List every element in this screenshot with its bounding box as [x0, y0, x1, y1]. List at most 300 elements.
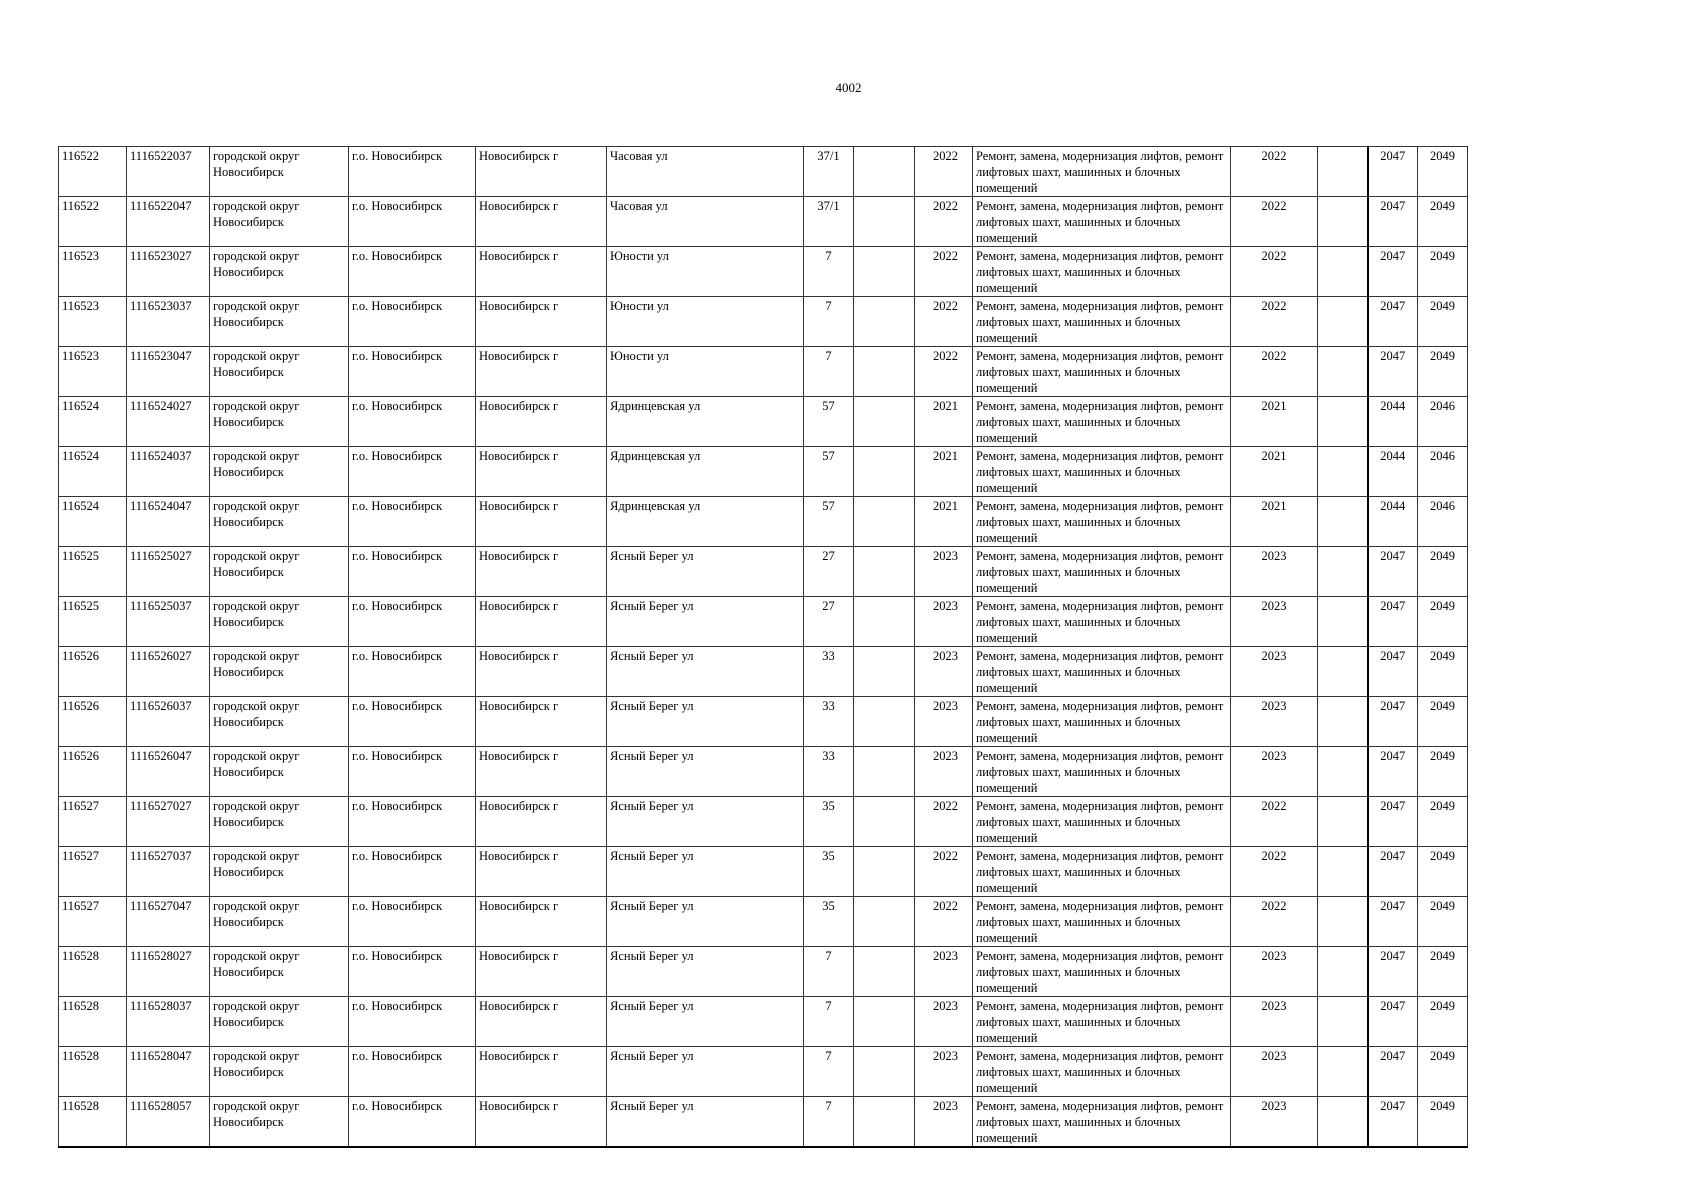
- table-row: [59, 297, 1468, 347]
- cell-year: 2023: [915, 697, 973, 747]
- cell-year-b: 2046: [1418, 447, 1468, 497]
- table-row: [59, 1097, 1468, 1148]
- cell-id: 116527: [59, 797, 127, 847]
- cell-municipality: г.о. Новосибирск: [349, 447, 476, 497]
- cell-work: Ремонт, замена, модернизация лифтов, ремонт лифтовых шахт, машинных и блочных помещений: [973, 397, 1231, 447]
- cell-year-a: 2047: [1368, 797, 1418, 847]
- cell-year-a: 2047: [1368, 197, 1418, 247]
- cell-code: 1116527047: [127, 897, 210, 947]
- cell-municipality: г.о. Новосибирск: [349, 497, 476, 547]
- cell-district: городской округ Новосибирск: [210, 797, 349, 847]
- cell-year: 2022: [915, 347, 973, 397]
- cell-municipality: г.о. Новосибирск: [349, 197, 476, 247]
- cell-extra: [1318, 497, 1368, 547]
- cell-plan-year: 2023: [1231, 747, 1318, 797]
- cell-municipality: г.о. Новосибирск: [349, 747, 476, 797]
- cell-year-b: 2049: [1418, 247, 1468, 297]
- cell-code: 1116523027: [127, 247, 210, 297]
- table-row: [59, 597, 1468, 647]
- cell-house: 57: [804, 397, 854, 447]
- table-row: [59, 1047, 1468, 1097]
- cell-extra: [1318, 597, 1368, 647]
- cell-work: Ремонт, замена, модернизация лифтов, ремонт лифтовых шахт, машинных и блочных помещений: [973, 947, 1231, 997]
- cell-district: городской округ Новосибирск: [210, 1047, 349, 1097]
- table-row: [59, 247, 1468, 297]
- cell-id: 116526: [59, 747, 127, 797]
- cell-year-a: 2047: [1368, 547, 1418, 597]
- cell-municipality: г.о. Новосибирск: [349, 597, 476, 647]
- cell-work: Ремонт, замена, модернизация лифтов, ремонт лифтовых шахт, машинных и блочных помещений: [973, 647, 1231, 697]
- cell-street: Ясный Берег ул: [607, 897, 804, 947]
- cell-block: [854, 847, 915, 897]
- cell-work: Ремонт, замена, модернизация лифтов, ремонт лифтовых шахт, машинных и блочных помещений: [973, 247, 1231, 297]
- cell-municipality: г.о. Новосибирск: [349, 297, 476, 347]
- cell-city: Новосибирск г: [476, 697, 607, 747]
- cell-city: Новосибирск г: [476, 897, 607, 947]
- cell-year: 2023: [915, 997, 973, 1047]
- cell-work: Ремонт, замена, модернизация лифтов, ремонт лифтовых шахт, машинных и блочных помещений: [973, 197, 1231, 247]
- cell-year-b: 2049: [1418, 597, 1468, 647]
- cell-year-b: 2049: [1418, 547, 1468, 597]
- cell-work: Ремонт, замена, модернизация лифтов, ремонт лифтовых шахт, машинных и блочных помещений: [973, 997, 1231, 1047]
- cell-city: Новосибирск г: [476, 397, 607, 447]
- cell-house: 35: [804, 847, 854, 897]
- cell-municipality: г.о. Новосибирск: [349, 397, 476, 447]
- cell-city: Новосибирск г: [476, 1097, 607, 1148]
- cell-block: [854, 797, 915, 847]
- table-row: [59, 397, 1468, 447]
- cell-year: 2022: [915, 797, 973, 847]
- cell-district: городской округ Новосибирск: [210, 747, 349, 797]
- cell-district: городской округ Новосибирск: [210, 497, 349, 547]
- cell-municipality: г.о. Новосибирск: [349, 947, 476, 997]
- cell-extra: [1318, 197, 1368, 247]
- cell-house: 35: [804, 797, 854, 847]
- table-row: [59, 797, 1468, 847]
- cell-code: 1116525027: [127, 547, 210, 597]
- cell-municipality: г.о. Новосибирск: [349, 647, 476, 697]
- cell-city: Новосибирск г: [476, 797, 607, 847]
- cell-code: 1116524027: [127, 397, 210, 447]
- cell-extra: [1318, 947, 1368, 997]
- cell-plan-year: 2022: [1231, 247, 1318, 297]
- cell-plan-year: 2021: [1231, 397, 1318, 447]
- cell-code: 1116523037: [127, 297, 210, 347]
- cell-house: 37/1: [804, 197, 854, 247]
- cell-year-b: 2049: [1418, 1047, 1468, 1097]
- cell-year: 2023: [915, 597, 973, 647]
- cell-code: 1116526047: [127, 747, 210, 797]
- cell-year: 2023: [915, 547, 973, 597]
- cell-block: [854, 1047, 915, 1097]
- cell-year: 2022: [915, 297, 973, 347]
- cell-plan-year: 2022: [1231, 197, 1318, 247]
- cell-house: 27: [804, 597, 854, 647]
- cell-plan-year: 2022: [1231, 297, 1318, 347]
- cell-street: Ясный Берег ул: [607, 1097, 804, 1148]
- cell-district: городской округ Новосибирск: [210, 147, 349, 197]
- cell-year-b: 2049: [1418, 347, 1468, 397]
- cell-city: Новосибирск г: [476, 997, 607, 1047]
- cell-extra: [1318, 147, 1368, 197]
- cell-house: 57: [804, 447, 854, 497]
- cell-district: городской округ Новосибирск: [210, 197, 349, 247]
- cell-district: городской округ Новосибирск: [210, 847, 349, 897]
- cell-work: Ремонт, замена, модернизация лифтов, ремонт лифтовых шахт, машинных и блочных помещений: [973, 1097, 1231, 1148]
- cell-street: Ясный Берег ул: [607, 1047, 804, 1097]
- cell-municipality: г.о. Новосибирск: [349, 347, 476, 397]
- cell-year-a: 2047: [1368, 1097, 1418, 1148]
- cell-code: 1116527037: [127, 847, 210, 897]
- cell-block: [854, 747, 915, 797]
- cell-work: Ремонт, замена, модернизация лифтов, ремонт лифтовых шахт, машинных и блочных помещений: [973, 797, 1231, 847]
- cell-year-b: 2046: [1418, 497, 1468, 547]
- cell-block: [854, 697, 915, 747]
- cell-house: 37/1: [804, 147, 854, 197]
- cell-year-a: 2047: [1368, 997, 1418, 1047]
- cell-house: 7: [804, 947, 854, 997]
- cell-extra: [1318, 397, 1368, 447]
- cell-house: 7: [804, 1097, 854, 1148]
- cell-plan-year: 2022: [1231, 797, 1318, 847]
- table-row: [59, 497, 1468, 547]
- cell-year-a: 2047: [1368, 697, 1418, 747]
- cell-year-b: 2049: [1418, 997, 1468, 1047]
- cell-plan-year: 2021: [1231, 497, 1318, 547]
- cell-municipality: г.о. Новосибирск: [349, 697, 476, 747]
- cell-code: 1116523047: [127, 347, 210, 397]
- cell-house: 35: [804, 897, 854, 947]
- cell-block: [854, 497, 915, 547]
- cell-block: [854, 347, 915, 397]
- cell-year-b: 2049: [1418, 797, 1468, 847]
- cell-work: Ремонт, замена, модернизация лифтов, ремонт лифтовых шахт, машинных и блочных помещений: [973, 497, 1231, 547]
- cell-street: Часовая ул: [607, 147, 804, 197]
- cell-block: [854, 297, 915, 347]
- cell-plan-year: 2022: [1231, 847, 1318, 897]
- cell-extra: [1318, 997, 1368, 1047]
- cell-id: 116522: [59, 197, 127, 247]
- cell-year-a: 2047: [1368, 847, 1418, 897]
- cell-municipality: г.о. Новосибирск: [349, 847, 476, 897]
- cell-work: Ремонт, замена, модернизация лифтов, ремонт лифтовых шахт, машинных и блочных помещений: [973, 597, 1231, 647]
- cell-year-a: 2047: [1368, 1047, 1418, 1097]
- cell-year: 2022: [915, 847, 973, 897]
- cell-plan-year: 2022: [1231, 347, 1318, 397]
- cell-plan-year: 2023: [1231, 647, 1318, 697]
- cell-block: [854, 147, 915, 197]
- cell-district: городской округ Новосибирск: [210, 547, 349, 597]
- cell-house: 57: [804, 497, 854, 547]
- cell-municipality: г.о. Новосибирск: [349, 1097, 476, 1148]
- cell-code: 1116524037: [127, 447, 210, 497]
- cell-plan-year: 2023: [1231, 1047, 1318, 1097]
- cell-city: Новосибирск г: [476, 447, 607, 497]
- cell-city: Новосибирск г: [476, 497, 607, 547]
- cell-house: 7: [804, 1047, 854, 1097]
- table-row: [59, 947, 1468, 997]
- cell-year: 2022: [915, 147, 973, 197]
- cell-city: Новосибирск г: [476, 947, 607, 997]
- cell-extra: [1318, 1047, 1368, 1097]
- table-row: [59, 697, 1468, 747]
- cell-year: 2022: [915, 247, 973, 297]
- cell-year-b: 2049: [1418, 847, 1468, 897]
- cell-street: Ясный Берег ул: [607, 697, 804, 747]
- table-row: [59, 547, 1468, 597]
- cell-year-a: 2047: [1368, 247, 1418, 297]
- cell-year-a: 2044: [1368, 447, 1418, 497]
- table-row: [59, 147, 1468, 197]
- cell-year-a: 2044: [1368, 497, 1418, 547]
- cell-plan-year: 2022: [1231, 147, 1318, 197]
- cell-code: 1116528027: [127, 947, 210, 997]
- cell-city: Новосибирск г: [476, 147, 607, 197]
- cell-year-a: 2044: [1368, 397, 1418, 447]
- cell-municipality: г.о. Новосибирск: [349, 797, 476, 847]
- cell-code: 1116526037: [127, 697, 210, 747]
- cell-year: 2023: [915, 947, 973, 997]
- cell-year-b: 2049: [1418, 697, 1468, 747]
- cell-plan-year: 2021: [1231, 447, 1318, 497]
- cell-year-a: 2047: [1368, 297, 1418, 347]
- cell-plan-year: 2023: [1231, 697, 1318, 747]
- cell-id: 116527: [59, 897, 127, 947]
- table-row: [59, 197, 1468, 247]
- cell-year: 2021: [915, 497, 973, 547]
- cell-district: городской округ Новосибирск: [210, 397, 349, 447]
- cell-block: [854, 647, 915, 697]
- cell-city: Новосибирск г: [476, 347, 607, 397]
- cell-street: Юности ул: [607, 347, 804, 397]
- cell-year-a: 2047: [1368, 947, 1418, 997]
- table-row: [59, 347, 1468, 397]
- cell-work: Ремонт, замена, модернизация лифтов, ремонт лифтовых шахт, машинных и блочных помещений: [973, 297, 1231, 347]
- cell-street: Ядринцевская ул: [607, 497, 804, 547]
- cell-id: 116526: [59, 647, 127, 697]
- cell-id: 116523: [59, 247, 127, 297]
- cell-city: Новосибирск г: [476, 647, 607, 697]
- cell-work: Ремонт, замена, модернизация лифтов, ремонт лифтовых шахт, машинных и блочных помещений: [973, 697, 1231, 747]
- cell-street: Юности ул: [607, 247, 804, 297]
- cell-code: 1116525037: [127, 597, 210, 647]
- cell-district: городской округ Новосибирск: [210, 897, 349, 947]
- cell-district: городской округ Новосибирск: [210, 997, 349, 1047]
- cell-code: 1116526027: [127, 647, 210, 697]
- cell-year: 2021: [915, 447, 973, 497]
- cell-block: [854, 997, 915, 1047]
- cell-year-b: 2049: [1418, 897, 1468, 947]
- table-row: [59, 847, 1468, 897]
- cell-street: Ясный Берег ул: [607, 747, 804, 797]
- cell-work: Ремонт, замена, модернизация лифтов, ремонт лифтовых шахт, машинных и блочных помещений: [973, 447, 1231, 497]
- register-body: [59, 147, 1468, 1148]
- cell-year-b: 2046: [1418, 397, 1468, 447]
- table-row: [59, 647, 1468, 697]
- cell-district: городской округ Новосибирск: [210, 347, 349, 397]
- register-table: [58, 146, 1468, 1148]
- cell-year-a: 2047: [1368, 647, 1418, 697]
- cell-code: 1116528057: [127, 1097, 210, 1148]
- cell-extra: [1318, 1097, 1368, 1148]
- cell-year-b: 2049: [1418, 297, 1468, 347]
- cell-year-b: 2049: [1418, 1097, 1468, 1148]
- cell-street: Ясный Берег ул: [607, 997, 804, 1047]
- table-row: [59, 747, 1468, 797]
- cell-id: 116524: [59, 447, 127, 497]
- cell-municipality: г.о. Новосибирск: [349, 897, 476, 947]
- cell-city: Новосибирск г: [476, 547, 607, 597]
- cell-district: городской округ Новосибирск: [210, 697, 349, 747]
- cell-house: 33: [804, 647, 854, 697]
- cell-house: 33: [804, 697, 854, 747]
- cell-plan-year: 2022: [1231, 897, 1318, 947]
- cell-code: 1116528047: [127, 1047, 210, 1097]
- cell-id: 116526: [59, 697, 127, 747]
- cell-extra: [1318, 347, 1368, 397]
- cell-city: Новосибирск г: [476, 1047, 607, 1097]
- cell-district: городской округ Новосибирск: [210, 447, 349, 497]
- cell-house: 7: [804, 247, 854, 297]
- cell-id: 116524: [59, 397, 127, 447]
- cell-street: Ясный Берег ул: [607, 797, 804, 847]
- cell-extra: [1318, 647, 1368, 697]
- table-row: [59, 447, 1468, 497]
- cell-street: Ядринцевская ул: [607, 397, 804, 447]
- cell-code: 1116527027: [127, 797, 210, 847]
- cell-block: [854, 597, 915, 647]
- cell-block: [854, 197, 915, 247]
- cell-extra: [1318, 797, 1368, 847]
- cell-id: 116523: [59, 297, 127, 347]
- cell-code: 1116528037: [127, 997, 210, 1047]
- cell-street: Ядринцевская ул: [607, 447, 804, 497]
- cell-city: Новосибирск г: [476, 247, 607, 297]
- cell-code: 1116522047: [127, 197, 210, 247]
- cell-plan-year: 2023: [1231, 597, 1318, 647]
- cell-house: 33: [804, 747, 854, 797]
- cell-block: [854, 547, 915, 597]
- cell-block: [854, 447, 915, 497]
- cell-code: 1116524047: [127, 497, 210, 547]
- cell-year-b: 2049: [1418, 197, 1468, 247]
- cell-district: городской округ Новосибирск: [210, 297, 349, 347]
- cell-id: 116528: [59, 1047, 127, 1097]
- cell-district: городской округ Новосибирск: [210, 647, 349, 697]
- cell-extra: [1318, 297, 1368, 347]
- cell-id: 116528: [59, 1097, 127, 1148]
- cell-municipality: г.о. Новосибирск: [349, 547, 476, 597]
- cell-extra: [1318, 547, 1368, 597]
- cell-street: Юности ул: [607, 297, 804, 347]
- cell-city: Новосибирск г: [476, 847, 607, 897]
- table-row: [59, 997, 1468, 1047]
- cell-work: Ремонт, замена, модернизация лифтов, ремонт лифтовых шахт, машинных и блочных помещений: [973, 1047, 1231, 1097]
- cell-year-a: 2047: [1368, 747, 1418, 797]
- cell-district: городской округ Новосибирск: [210, 1097, 349, 1148]
- cell-work: Ремонт, замена, модернизация лифтов, ремонт лифтовых шахт, машинных и блочных помещений: [973, 547, 1231, 597]
- cell-year-a: 2047: [1368, 147, 1418, 197]
- cell-year: 2023: [915, 747, 973, 797]
- cell-year-b: 2049: [1418, 147, 1468, 197]
- cell-year-b: 2049: [1418, 647, 1468, 697]
- cell-code: 1116522037: [127, 147, 210, 197]
- cell-year: 2023: [915, 647, 973, 697]
- cell-district: городской округ Новосибирск: [210, 247, 349, 297]
- cell-id: 116525: [59, 547, 127, 597]
- cell-block: [854, 247, 915, 297]
- cell-id: 116523: [59, 347, 127, 397]
- cell-extra: [1318, 697, 1368, 747]
- cell-extra: [1318, 247, 1368, 297]
- cell-street: Ясный Берег ул: [607, 647, 804, 697]
- cell-municipality: г.о. Новосибирск: [349, 147, 476, 197]
- cell-id: 116528: [59, 947, 127, 997]
- cell-house: 7: [804, 997, 854, 1047]
- cell-house: 27: [804, 547, 854, 597]
- cell-block: [854, 397, 915, 447]
- cell-house: 7: [804, 347, 854, 397]
- cell-municipality: г.о. Новосибирск: [349, 1047, 476, 1097]
- cell-year-b: 2049: [1418, 747, 1468, 797]
- cell-street: Ясный Берег ул: [607, 597, 804, 647]
- table-row: [59, 897, 1468, 947]
- cell-extra: [1318, 847, 1368, 897]
- cell-extra: [1318, 897, 1368, 947]
- cell-city: Новосибирск г: [476, 297, 607, 347]
- cell-year: 2023: [915, 1047, 973, 1097]
- cell-work: Ремонт, замена, модернизация лифтов, ремонт лифтовых шахт, машинных и блочных помещений: [973, 347, 1231, 397]
- cell-year-a: 2047: [1368, 347, 1418, 397]
- cell-plan-year: 2023: [1231, 947, 1318, 997]
- cell-id: 116525: [59, 597, 127, 647]
- cell-district: городской округ Новосибирск: [210, 597, 349, 647]
- cell-plan-year: 2023: [1231, 1097, 1318, 1148]
- cell-street: Ясный Берег ул: [607, 847, 804, 897]
- cell-block: [854, 897, 915, 947]
- cell-plan-year: 2023: [1231, 547, 1318, 597]
- cell-block: [854, 947, 915, 997]
- cell-year: 2023: [915, 1097, 973, 1148]
- cell-block: [854, 1097, 915, 1148]
- cell-id: 116522: [59, 147, 127, 197]
- cell-work: Ремонт, замена, модернизация лифтов, ремонт лифтовых шахт, машинных и блочных помещений: [973, 147, 1231, 197]
- cell-work: Ремонт, замена, модернизация лифтов, ремонт лифтовых шахт, машинных и блочных помещений: [973, 897, 1231, 947]
- cell-work: Ремонт, замена, модернизация лифтов, ремонт лифтовых шахт, машинных и блочных помещений: [973, 747, 1231, 797]
- cell-year-b: 2049: [1418, 947, 1468, 997]
- cell-city: Новосибирск г: [476, 197, 607, 247]
- cell-year: 2022: [915, 897, 973, 947]
- cell-id: 116524: [59, 497, 127, 547]
- cell-street: Ясный Берег ул: [607, 547, 804, 597]
- cell-street: Ясный Берег ул: [607, 947, 804, 997]
- cell-year-a: 2047: [1368, 897, 1418, 947]
- cell-municipality: г.о. Новосибирск: [349, 247, 476, 297]
- cell-plan-year: 2023: [1231, 997, 1318, 1047]
- cell-id: 116527: [59, 847, 127, 897]
- cell-year: 2021: [915, 397, 973, 447]
- cell-street: Часовая ул: [607, 197, 804, 247]
- cell-year: 2022: [915, 197, 973, 247]
- cell-work: Ремонт, замена, модернизация лифтов, ремонт лифтовых шахт, машинных и блочных помещений: [973, 847, 1231, 897]
- cell-extra: [1318, 747, 1368, 797]
- cell-district: городской округ Новосибирск: [210, 947, 349, 997]
- cell-extra: [1318, 447, 1368, 497]
- page-number: 4002: [835, 80, 862, 95]
- cell-city: Новосибирск г: [476, 747, 607, 797]
- cell-city: Новосибирск г: [476, 597, 607, 647]
- cell-municipality: г.о. Новосибирск: [349, 997, 476, 1047]
